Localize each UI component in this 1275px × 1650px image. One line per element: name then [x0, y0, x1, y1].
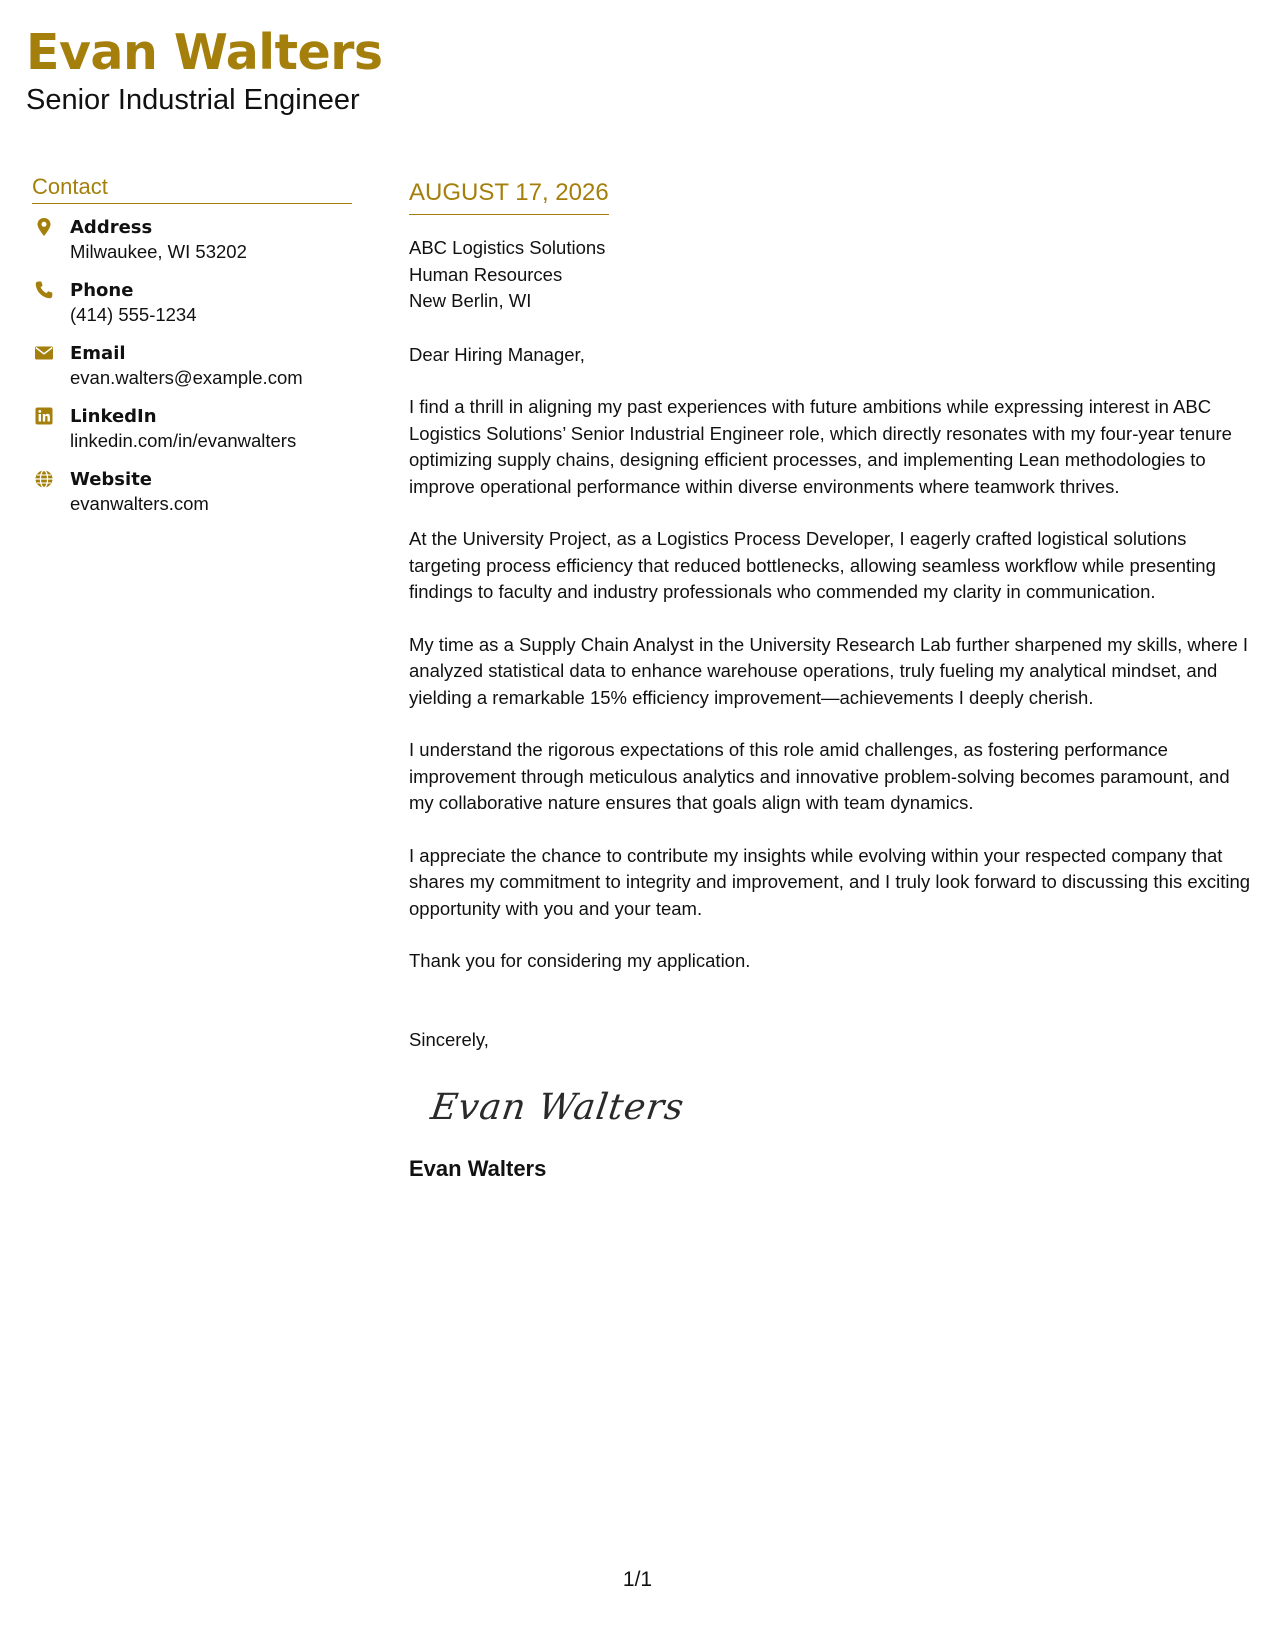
globe-icon — [34, 469, 54, 489]
envelope-icon — [34, 343, 54, 363]
linkedin-icon — [34, 406, 54, 426]
map-pin-icon — [34, 217, 54, 237]
recipient-company: ABC Logistics Solutions — [409, 237, 606, 258]
contact-phone — [32, 279, 352, 330]
contact-website-value[interactable]: evanwalters.com — [70, 493, 209, 514]
contact-linkedin — [32, 405, 352, 456]
letter-header — [26, 22, 383, 118]
contact-linkedin-label: LinkedIn — [70, 406, 157, 427]
recipient-block — [409, 235, 1251, 315]
body-paragraph: I understand the rigorous expectations of this role amid challenges, as fostering performance improvement through meticulous analytics and innovative problem-solving becomes paramount, and my collaborative nature ensures that goals align with team dynamics. — [409, 739, 1230, 813]
contact-email — [32, 342, 352, 393]
contact-heading: Contact — [32, 174, 352, 204]
contact-website-label: Website — [70, 469, 153, 490]
applicant-title: Senior Industrial Engineer — [26, 84, 360, 116]
contact-linkedin-value[interactable]: linkedin.com/in/evanwalters — [70, 430, 297, 451]
body-paragraph: I find a thrill in aligning my past experiences with future ambitions while expressing interest in ABC Logistics Solutions’ Senior Industrial Engineer role, which directly resonates with my four-year tenure optimizing supply chains, designing efficient processes, and implementing Lean methodologies to improve operational performance within diverse environments where teamwork thrives. — [409, 396, 1232, 497]
contact-email-value: evan.walters@example.com — [70, 367, 303, 388]
signer-name: Evan Walters — [409, 1156, 547, 1181]
applicant-name: Evan Walters — [26, 24, 383, 81]
contact-phone-label: Phone — [70, 280, 134, 301]
body-paragraph: At the University Project, as a Logistics Process Developer, I eagerly crafted logistical solutions targeting process efficiency that reduced bottlenecks, allowing seamless workflow while presenting findings to faculty and industry professionals who commended my clarity in communication. — [409, 528, 1216, 602]
letter-date: AUGUST 17, 2026 — [409, 178, 609, 215]
thank-you-line: Thank you for considering my application. — [409, 950, 751, 971]
handwritten-signature: Evan Walters — [428, 1087, 687, 1128]
contact-address — [32, 216, 352, 267]
contact-address-label: Address — [70, 217, 153, 238]
salutation: Dear Hiring Manager, — [409, 343, 585, 365]
recipient-department: Human Resources — [409, 263, 563, 285]
page-number: 1/1 — [622, 1568, 653, 1591]
contact-website — [32, 468, 352, 519]
letter-body — [409, 178, 1251, 1183]
recipient-location: New Berlin, WI — [409, 290, 532, 311]
closing: Sincerely, — [409, 1028, 489, 1050]
body-paragraph: I appreciate the chance to contribute my insights while evolving within your respected company that shares my commitment to integrity and improvement, and I truly look forward to discussing this exciting opportunity with you and your team. — [409, 844, 1251, 919]
contact-email-label: Email — [70, 343, 126, 364]
contact-phone-value: (414) 555-1234 — [70, 304, 197, 325]
contact-sidebar — [32, 174, 352, 519]
phone-icon — [34, 280, 54, 300]
body-paragraph: My time as a Supply Chain Analyst in the University Research Lab further sharpened my skills, where I analyzed statistical data to enhance warehouse operations, truly fueling my analytical mindset, and yielding a remarkable 15% efficiency improvement—achievements I deeply cherish. — [409, 633, 1249, 708]
signature-wrapper — [409, 1053, 1251, 1133]
contact-address-value: Milwaukee, WI 53202 — [70, 241, 247, 262]
